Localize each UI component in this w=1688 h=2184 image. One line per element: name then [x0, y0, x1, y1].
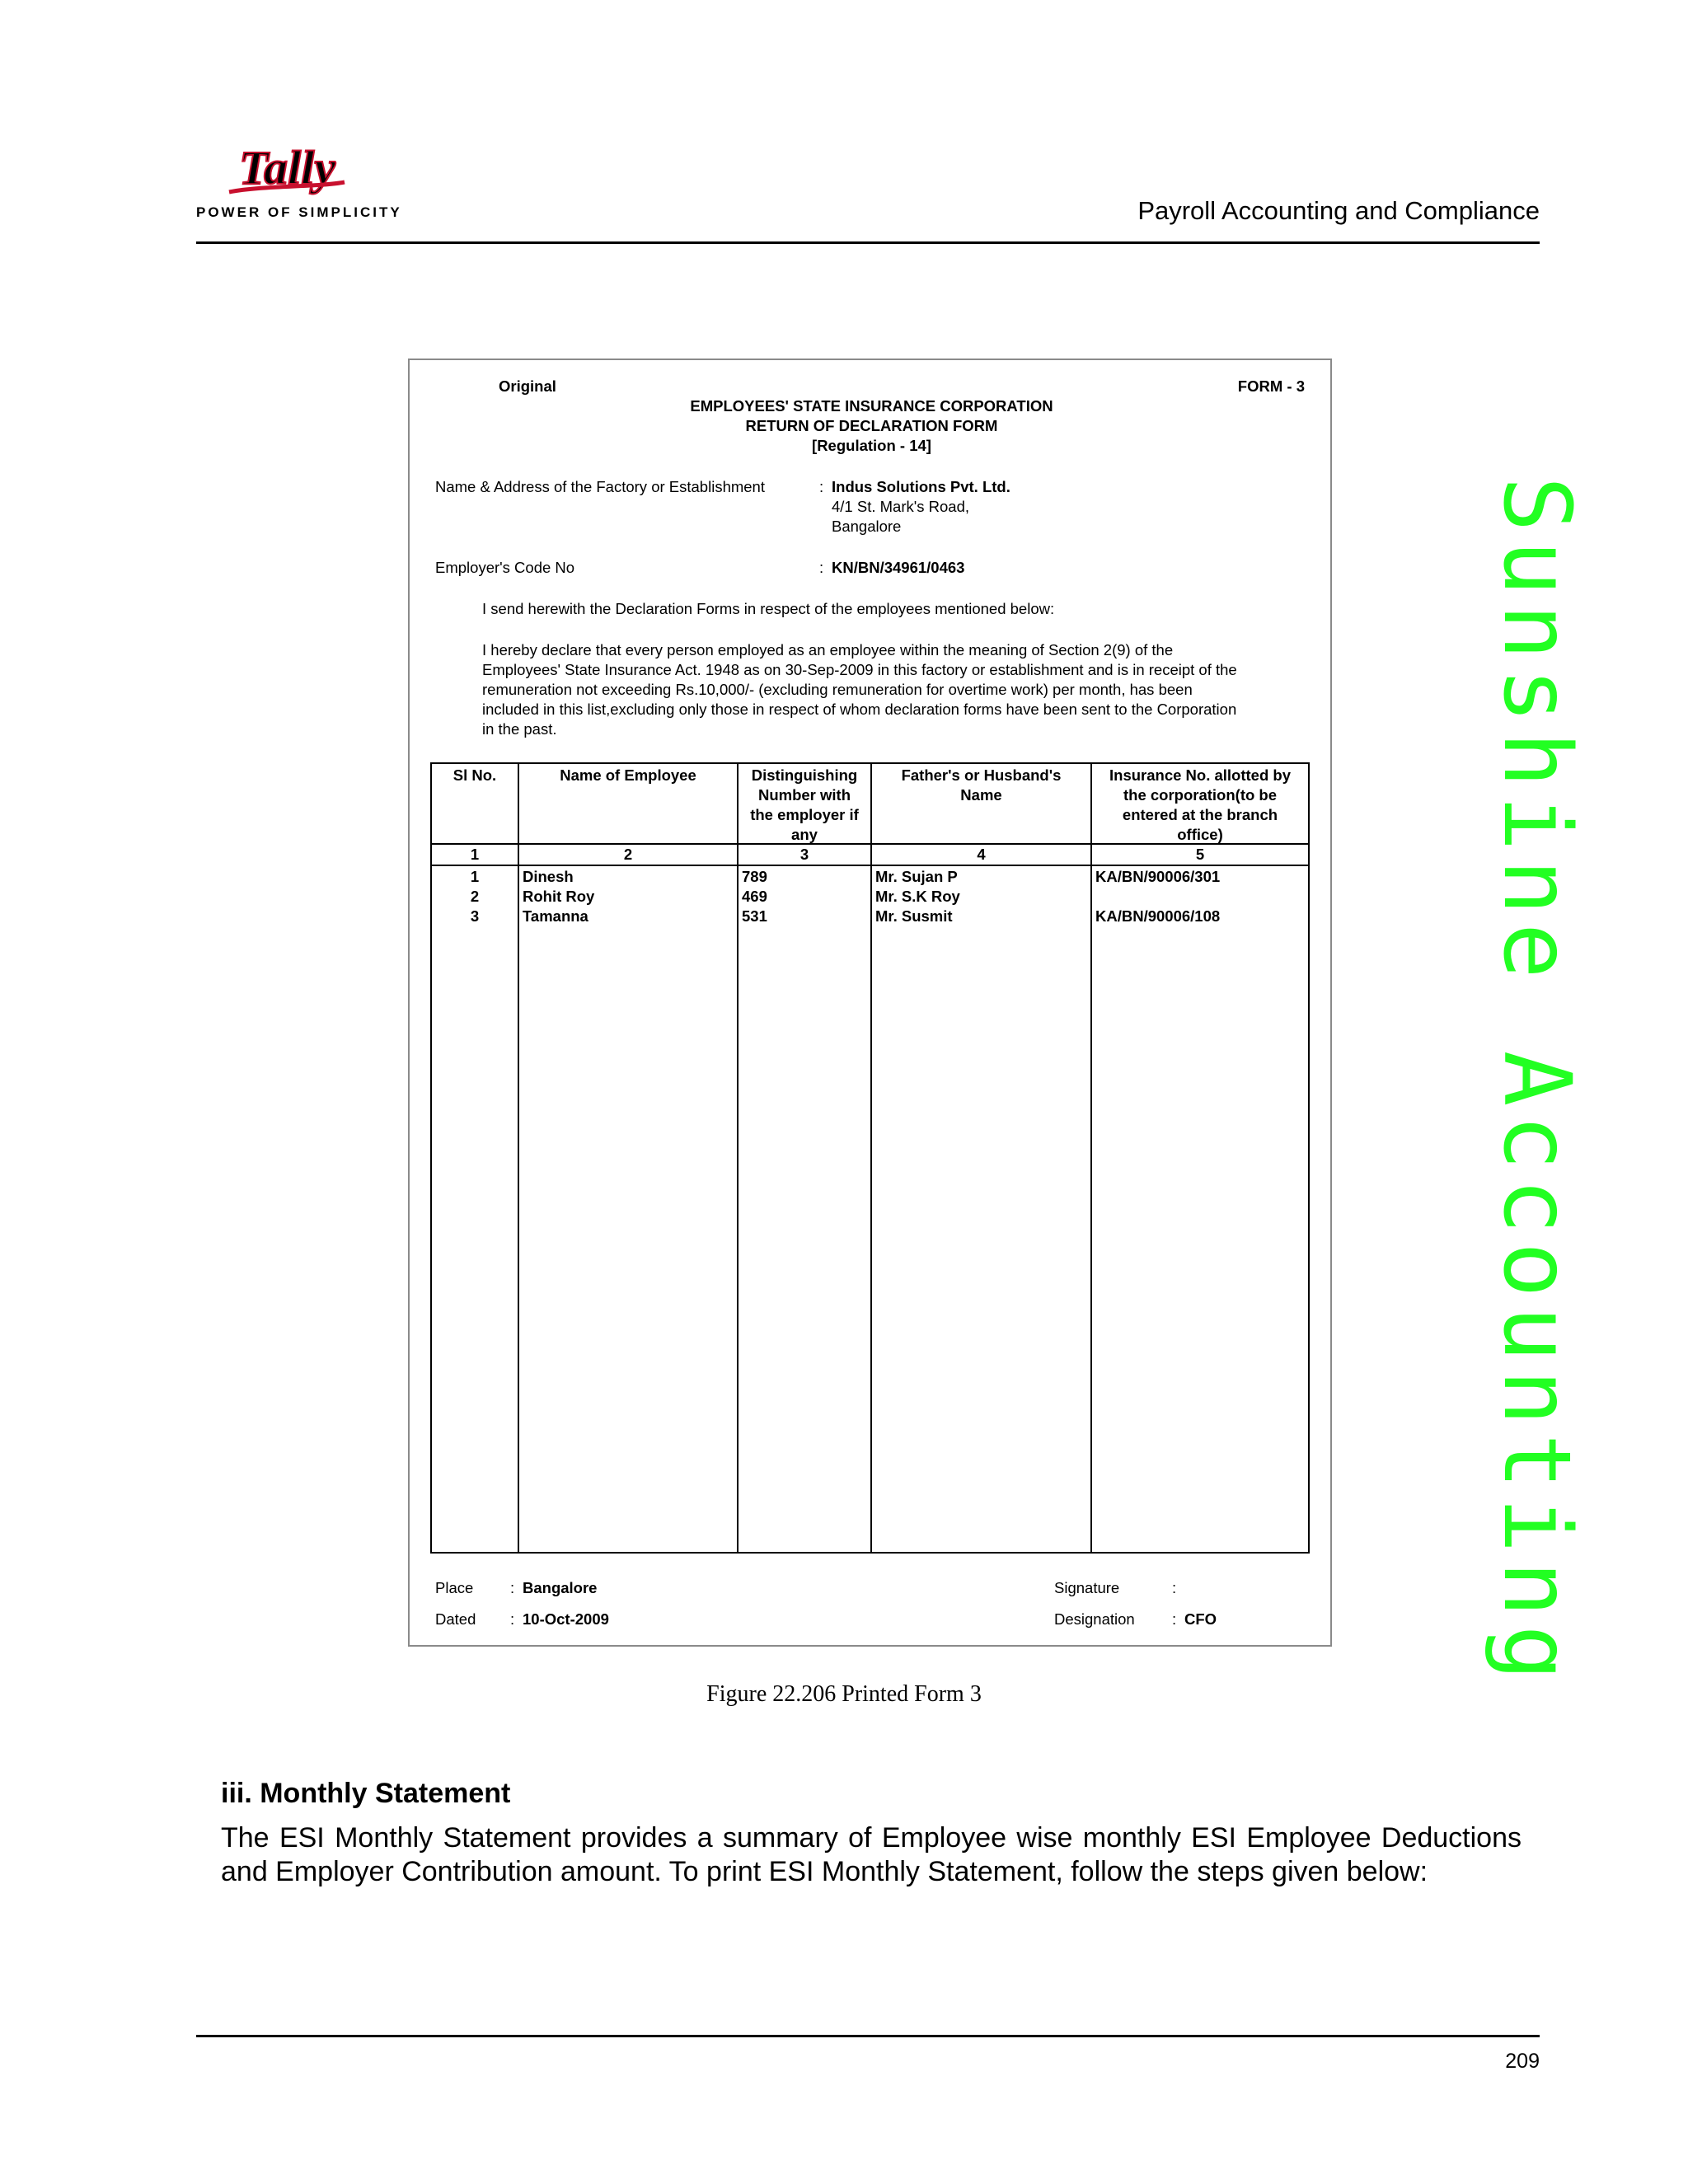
body-paragraph: The ESI Monthly Statement provides a summary of Employee wise monthly ESI Employee Deductions and Employer Contribution amount. To print ESI Monthly Statement, follow the steps given below: — [221, 1822, 1522, 1887]
signature-label: Signature — [1054, 1579, 1120, 1596]
designation-label: Designation — [1054, 1610, 1135, 1628]
place-label: Place — [435, 1579, 474, 1596]
form-title-1: EMPLOYEES' STATE INSURANCE CORPORATION — [690, 397, 1053, 415]
form-figure — [408, 359, 1332, 1647]
address-line-2: Bangalore — [832, 518, 902, 535]
declaration-line: included in this list,excluding only those in respect of whom declaration forms have been sent to the Corporation — [482, 701, 1237, 718]
table-row-sl-no: 2 — [470, 888, 480, 905]
header-rule — [196, 241, 1540, 244]
name-address-label: Name & Address of the Factory or Establishment — [435, 478, 765, 495]
table-row-distinguishing-number: 531 — [742, 907, 767, 925]
table-row-distinguishing-number: 789 — [742, 868, 767, 885]
column-number: 1 — [470, 846, 480, 863]
table-row-father-name: Mr. S.K Roy — [875, 888, 960, 905]
form-number: FORM - 3 — [1237, 377, 1305, 395]
original-label: Original — [499, 377, 556, 395]
logo-tagline: POWER OF SIMPLICITY — [196, 204, 402, 220]
dated-value: 10-Oct-2009 — [523, 1610, 609, 1628]
form-title-3: [Regulation - 14] — [812, 437, 931, 454]
header-employee-name: Name of Employee — [560, 766, 696, 784]
tally-logo — [196, 136, 402, 227]
colon: : — [1172, 1579, 1177, 1596]
address-line-1: 4/1 St. Mark's Road, — [832, 498, 970, 515]
column-number: 4 — [977, 846, 986, 863]
table-row-sl-no: 3 — [470, 907, 480, 925]
declaration-line: remuneration not exceeding Rs.10,000/- (excluding remuneration for overtime work) per month, has been — [482, 681, 1193, 698]
place-value: Bangalore — [523, 1579, 598, 1596]
colon: : — [510, 1579, 515, 1596]
figure-caption: Figure 22.206 Printed Form 3 — [706, 1681, 982, 1707]
table-row-employee-name: Tamanna — [523, 907, 588, 925]
table-row-father-name: Mr. Susmit — [875, 907, 953, 925]
designation-value: CFO — [1184, 1610, 1217, 1628]
table-row-insurance-no: KA/BN/90006/108 — [1095, 907, 1221, 925]
colon: : — [819, 478, 824, 495]
header-sl-no: Sl No. — [452, 766, 497, 784]
colon: : — [819, 559, 824, 576]
table-row-father-name: Mr. Sujan P — [875, 868, 958, 885]
send-line: I send herewith the Declaration Forms in respect of the employees mentioned below: — [482, 600, 1055, 617]
header-insurance-no: Insurance No. allotted by the corporation(to be entered at the branch office) — [1109, 766, 1291, 843]
table-row-distinguishing-number: 469 — [742, 888, 767, 905]
table-row-employee-name: Rohit Roy — [523, 888, 595, 905]
page-number: 209 — [1505, 2050, 1540, 2073]
declaration-line: Employees' State Insurance Act. 1948 as on 30-Sep-2009 in this factory or establishment and is in receipt of the — [482, 661, 1237, 678]
table-row-insurance-no: KA/BN/90006/301 — [1095, 868, 1221, 885]
employee-table — [430, 762, 1310, 1554]
tally-logo-mark — [196, 136, 402, 202]
declaration-paragraph — [482, 640, 1306, 739]
employer-code: KN/BN/34961/0463 — [832, 559, 965, 576]
footer-rule — [196, 2035, 1540, 2037]
table-row-employee-name: Dinesh — [523, 868, 574, 885]
column-number: 2 — [623, 846, 633, 863]
chapter-title: Payroll Accounting and Compliance — [1137, 196, 1540, 225]
dated-label: Dated — [435, 1610, 476, 1628]
declaration-line: in the past. — [482, 720, 557, 738]
section-heading: iii. Monthly Statement — [221, 1778, 511, 1809]
column-number: 5 — [1195, 846, 1205, 863]
table-row-sl-no: 1 — [470, 868, 480, 885]
form-title-2: RETURN OF DECLARATION FORM — [745, 417, 998, 434]
header-distinguishing-number: Distinguishing Number with the employer if any — [750, 766, 859, 843]
header-father-husband-name: Father's or Husband's Name — [901, 766, 1062, 804]
employer-code-label: Employer's Code No — [435, 559, 575, 576]
logo-wordmark: Tally — [239, 141, 336, 194]
colon: : — [510, 1610, 515, 1628]
column-number: 3 — [799, 846, 809, 863]
declaration-line: I hereby declare that every person employed as an employee within the meaning of Section 2(9) of the — [482, 641, 1174, 658]
watermark: Sunshine Accounting — [1483, 476, 1590, 1690]
company-name: Indus Solutions Pvt. Ltd. — [832, 478, 1010, 495]
colon: : — [1172, 1610, 1177, 1628]
